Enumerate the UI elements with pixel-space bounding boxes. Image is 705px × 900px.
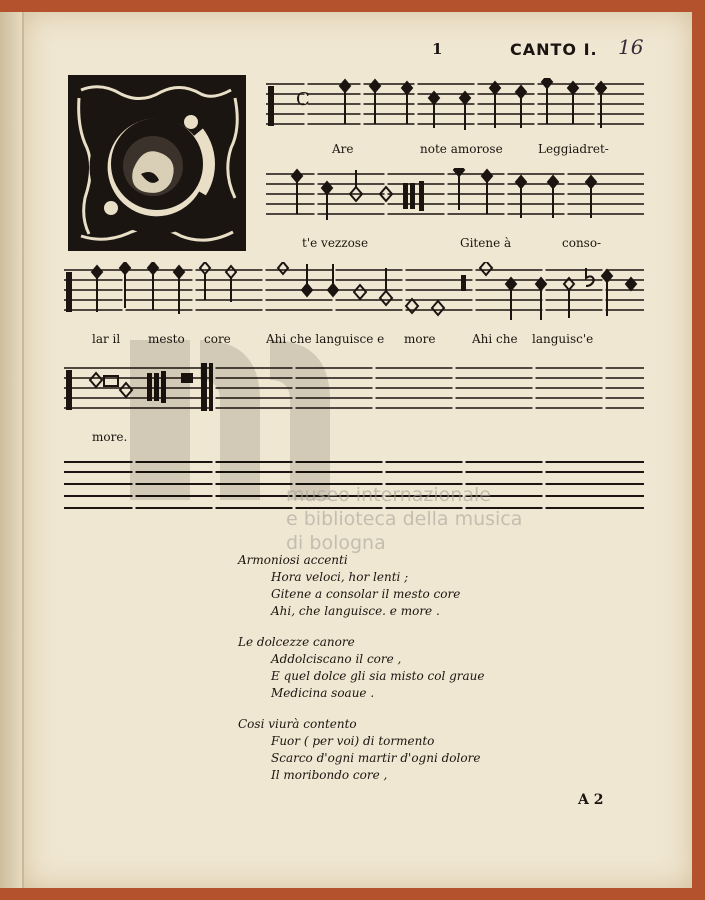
poem-line: Hora veloci, hor lenti ; bbox=[271, 570, 409, 584]
running-title: CANTO I. bbox=[510, 40, 598, 59]
watermark-text-3: di bologna bbox=[286, 532, 386, 554]
poem-line: Ahi, che languisce. e more . bbox=[271, 604, 440, 618]
poem-line: Il moribondo core , bbox=[271, 768, 388, 782]
poem-line: Armoniosi accenti bbox=[238, 553, 348, 567]
lyric-line-3-d: Ahi che languisce e bbox=[266, 332, 385, 346]
poem-stanza-1 bbox=[238, 552, 485, 620]
poem-line: Medicina soaue . bbox=[271, 686, 375, 700]
lyric-line-3-b: mesto bbox=[148, 332, 185, 346]
poem-line: Addolciscano il core , bbox=[271, 652, 402, 666]
poem-stanza-2 bbox=[238, 634, 485, 702]
decorated-initial-C-icon bbox=[68, 75, 246, 251]
lyric-line-1-a: Are bbox=[332, 142, 354, 156]
poem-line: Fuor ( per voi) di tormento bbox=[271, 734, 435, 748]
lyric-line-3-f: Ahi che bbox=[472, 332, 518, 346]
poem-line: Le dolcezze canore bbox=[238, 635, 355, 649]
poem-stanza-3 bbox=[238, 716, 485, 784]
folio-number: 16 bbox=[618, 35, 644, 59]
staff-2 bbox=[266, 168, 646, 224]
lyric-line-1-b: note amorose bbox=[420, 142, 503, 156]
lyric-line-2-a: t'e vezzose bbox=[302, 236, 369, 250]
poem-line: Scarco d'ogni martir d'ogni dolore bbox=[271, 751, 481, 765]
poem-text bbox=[238, 552, 485, 798]
catchword-signature: A 2 bbox=[578, 792, 604, 808]
lyric-line-4-a: more. bbox=[92, 430, 128, 444]
lyric-line-2-c: conso- bbox=[562, 236, 602, 250]
lyric-line-3-c: core bbox=[204, 332, 231, 346]
watermark-text-1: museo internazionale bbox=[286, 484, 491, 506]
signature-numeral: 1 bbox=[432, 40, 443, 58]
poem-line: E quel dolce gli sia misto col graue bbox=[271, 669, 485, 683]
staff-1 bbox=[266, 78, 646, 134]
lyric-line-2-b: Gitene à bbox=[460, 236, 512, 250]
lyric-line-3-g: languisc'e bbox=[532, 332, 594, 346]
lyric-line-3-a: lar il bbox=[92, 332, 121, 346]
poem-line: Cosi viurà contento bbox=[238, 717, 357, 731]
watermark-text-2: e biblioteca della musica bbox=[286, 508, 523, 530]
svg-text:C: C bbox=[296, 89, 310, 110]
poem-line: Gitene a consolar il mesto core bbox=[271, 587, 461, 601]
lyric-line-1-c: Leggiadret- bbox=[538, 142, 609, 156]
lyric-line-3-e: more bbox=[404, 332, 436, 346]
